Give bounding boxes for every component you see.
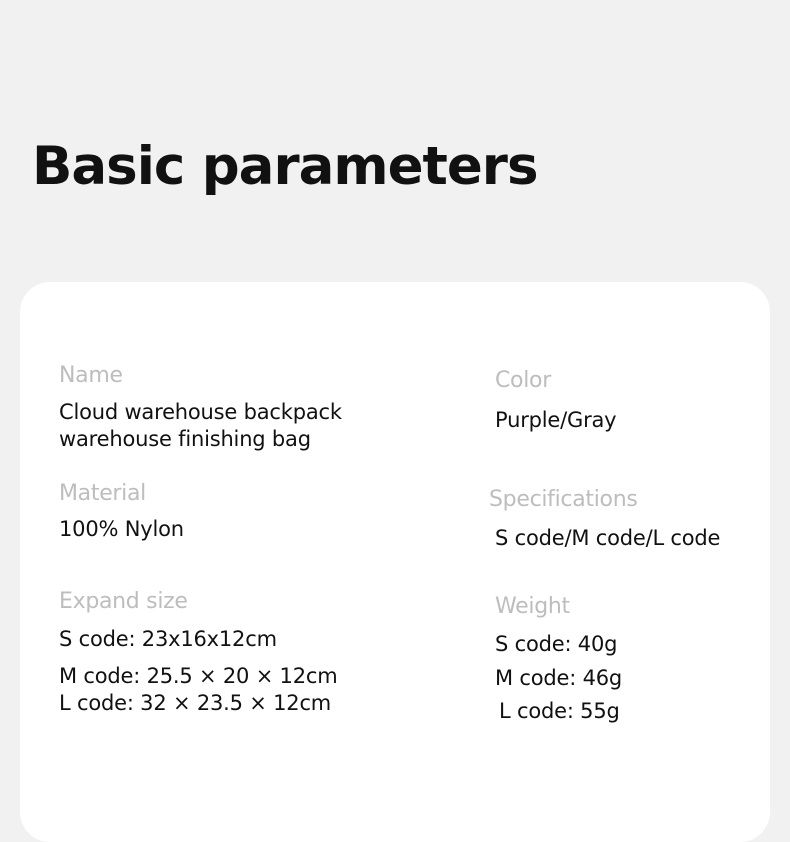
param-material [59,481,184,543]
param-name-line: warehouse finishing bag [59,427,311,452]
param-name-line: Cloud warehouse backpack [59,400,342,425]
param-weight [495,594,622,725]
param-color-value [495,407,616,434]
param-specifications-value [489,525,720,552]
param-expand-size-value [59,626,338,717]
param-name [59,363,342,453]
page-title: Basic parameters [32,136,538,197]
param-material-value [59,516,184,543]
param-weight-label: Weight [495,594,570,619]
param-weight-line: L code: 55g [499,699,620,724]
param-material-label: Material [59,481,146,506]
param-expand-size-label: Expand size [59,589,188,614]
param-specifications-line: S code/M code/L code [495,526,721,551]
param-weight-value [495,631,622,725]
param-weight-line: S code: 40g [495,632,618,657]
param-color-label: Color [495,368,551,393]
param-expand-size-line: L code: 32 × 23.5 × 12cm [59,691,332,716]
param-expand-size-line: S code: 23x16x12cm [59,627,277,652]
param-expand-size [59,589,338,717]
param-expand-size-line: M code: 25.5 × 20 × 12cm [59,664,338,689]
param-weight-line: M code: 46g [495,666,623,691]
param-material-line: 100% Nylon [59,517,184,542]
param-specifications-label: Specifications [489,487,638,512]
param-color-line: Purple/Gray [495,408,617,433]
param-name-label: Name [59,363,123,388]
param-name-value [59,399,342,453]
param-color [495,368,616,434]
param-specifications [489,487,720,552]
